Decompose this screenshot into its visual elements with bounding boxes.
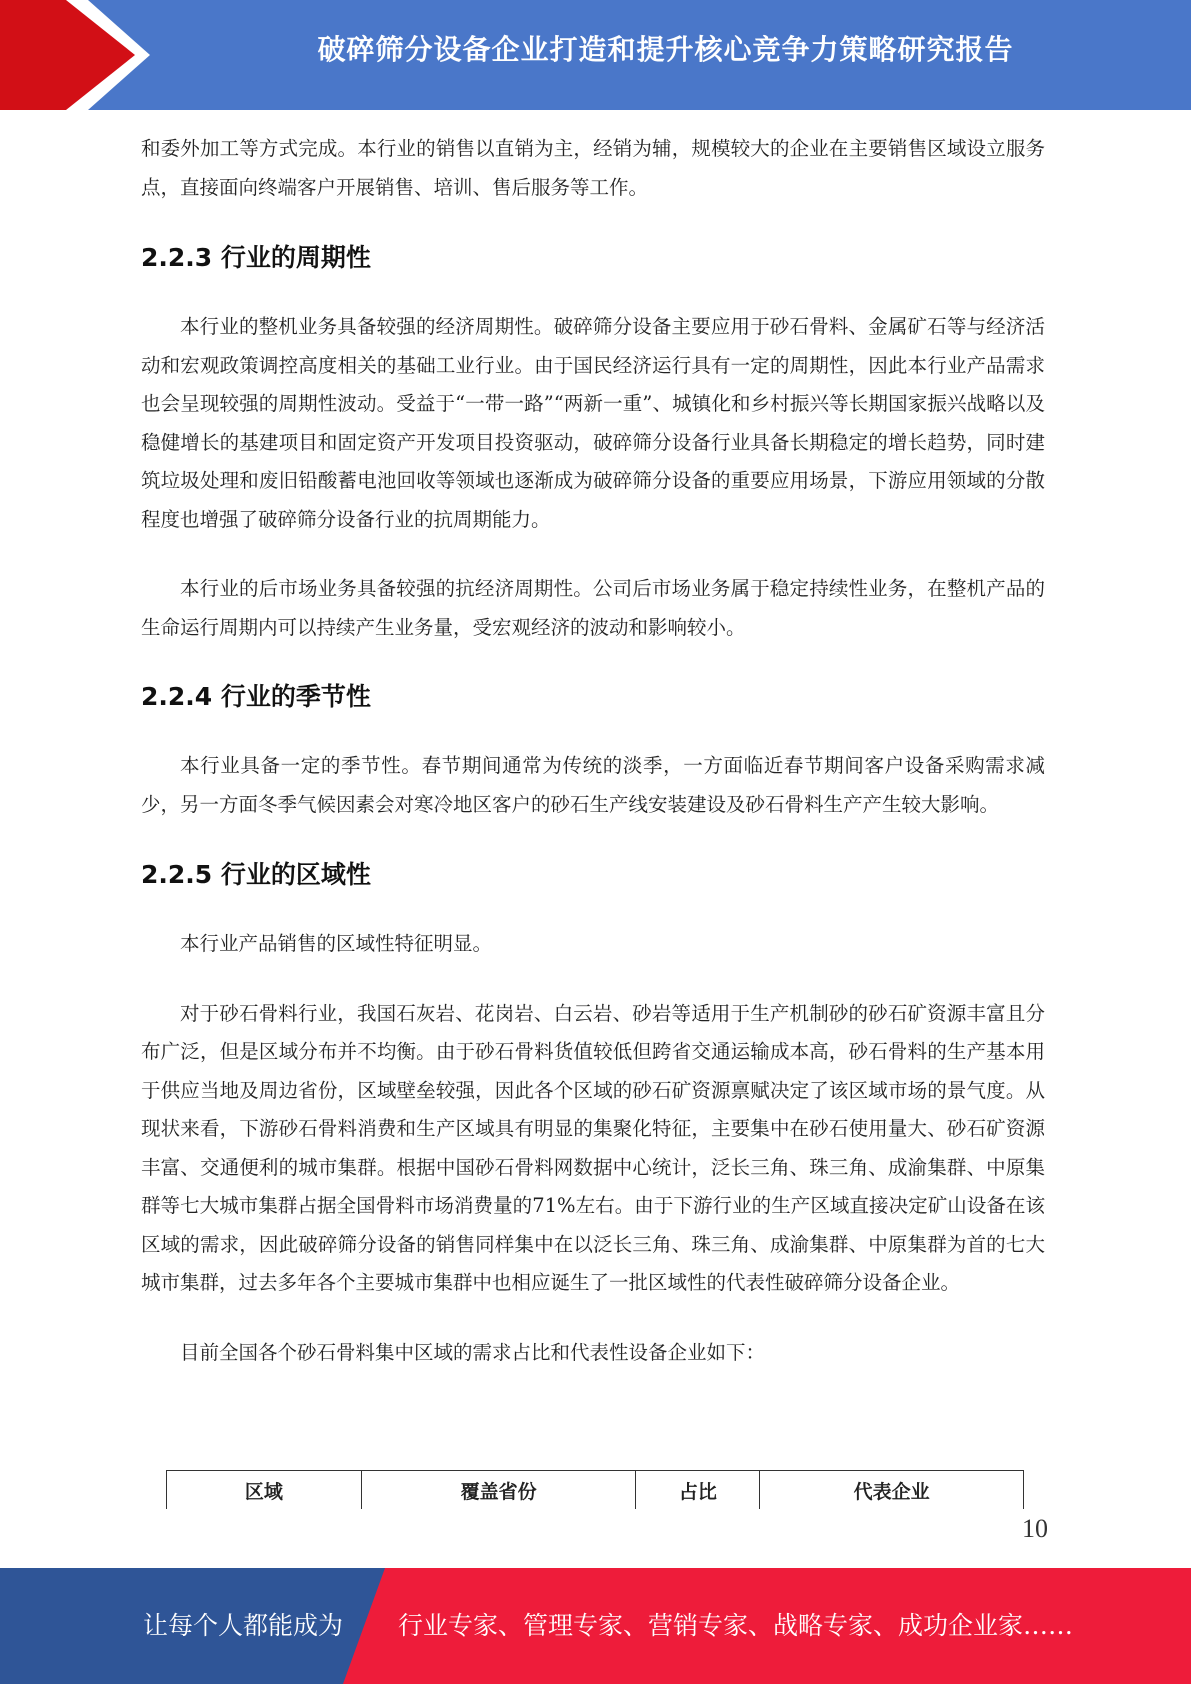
paragraph-regionality-summary: 本行业产品销售的区域性特征明显。 bbox=[180, 932, 493, 955]
paragraph-sales-model: 和委外加工等方式完成。本行业的销售以直销为主，经销为辅，规模较大的企业在主要销售区域设立服务点，直接面向终端客户开展销售、培训、售后服务等工作。 bbox=[141, 137, 1045, 199]
table-header-row bbox=[167, 1471, 1024, 1510]
table-header-cell: 占比 bbox=[636, 1471, 760, 1510]
heading-cyclicality: 2.2.3 行业的周期性 bbox=[141, 243, 371, 272]
paragraph-table-intro: 目前全国各个砂石骨料集中区域的需求占比和代表性设备企业如下： bbox=[180, 1340, 766, 1364]
footer-slogan-left: 让每个人都能成为 bbox=[143, 1611, 344, 1640]
report-title: 破碎筛分设备企业打造和提升核心竞争力策略研究报告 bbox=[317, 33, 1014, 66]
paragraph-regionality-detail: 对于砂石骨料行业，我国石灰岩、花岗岩、白云岩、砂岩等适用于生产机制砂的砂石矿资源丰富且分布广泛，但是区域分布并不均衡。由于砂石骨料货值较低但跨省交通运输成本高，砂石骨料的生产基本用于供应当地及周边省份，区域壁垒较强，因此各个区域的砂石矿资源禀赋决定了该区域市场的景气度。从现状来看，下游砂石骨料消费和生产区域具有明显的集聚化特征，主要集中在砂石使用量大、砂石矿资源丰富、交通便利的城市集群。根据中国砂石骨料网数据中心统计，泛长三角、珠三角、成渝集群、中原集群等七大城市集群占据全国骨料市场消费量的71%左右。由于下游行业的生产区域直接决定矿山设备在该区域的需求，因此破碎筛分设备的销售同样集中在以泛长三角、珠三角、成渝集群、中原集群为首的七大城市集群，过去多年各个主要城市集群中也相应诞生了一批区域性的代表性破碎筛分设备企业。 bbox=[141, 1001, 1045, 1294]
header-arrow-decoration bbox=[0, 0, 160, 110]
heading-seasonality: 2.2.4 行业的季节性 bbox=[141, 682, 371, 711]
table-header-cell: 覆盖省份 bbox=[361, 1471, 636, 1510]
paragraph-cyclicality-aftermarket: 本行业的后市场业务具备较强的抗经济周期性。公司后市场业务属于稳定持续性业务，在整机产品的生命运行周期内可以持续产生业务量，受宏观经济的波动和影响较小。 bbox=[141, 577, 1045, 639]
page-number: 10 bbox=[1022, 1514, 1048, 1543]
table-header-cell: 区域 bbox=[167, 1471, 362, 1510]
table-header-cell: 代表企业 bbox=[760, 1471, 1024, 1510]
paragraph-seasonality: 本行业具备一定的季节性。春节期间通常为传统的淡季，一方面临近春节期间客户设备采购需求减少，另一方面冬季气候因素会对寒冷地区客户的砂石生产线安装建设及砂石骨料生产产生较大影响。 bbox=[141, 754, 1045, 816]
footer-slogan-right: 行业专家、管理专家、营销专家、战略专家、成功企业家…… bbox=[398, 1611, 1074, 1640]
page-header bbox=[0, 0, 1191, 110]
paragraph-cyclicality-machines: 本行业的整机业务具备较强的经济周期性。破碎筛分设备主要应用于砂石骨料、金属矿石等与经济活动和宏观政策调控高度相关的基础工业行业。由于国民经济运行具有一定的周期性，因此本行业产品需求也会呈现较强的周期性波动。受益于“一带一路”“两新一重”、城镇化和乡村振兴等长期国家振兴战略以及稳健增长的基建项目和固定资产开发项目投资驱动，破碎筛分设备行业具备长期稳定的增长趋势，同时建筑垃圾处理和废旧铅酸蓄电池回收等领域也逐渐成为破碎筛分设备的重要应用场景，下游应用领域的分散程度也增强了破碎筛分设备行业的抗周期能力。 bbox=[141, 315, 1045, 531]
regional-demand-table bbox=[166, 1470, 1024, 1509]
page-footer bbox=[0, 1568, 1191, 1684]
main-content bbox=[141, 130, 1045, 1372]
heading-regionality: 2.2.5 行业的区域性 bbox=[141, 860, 371, 889]
